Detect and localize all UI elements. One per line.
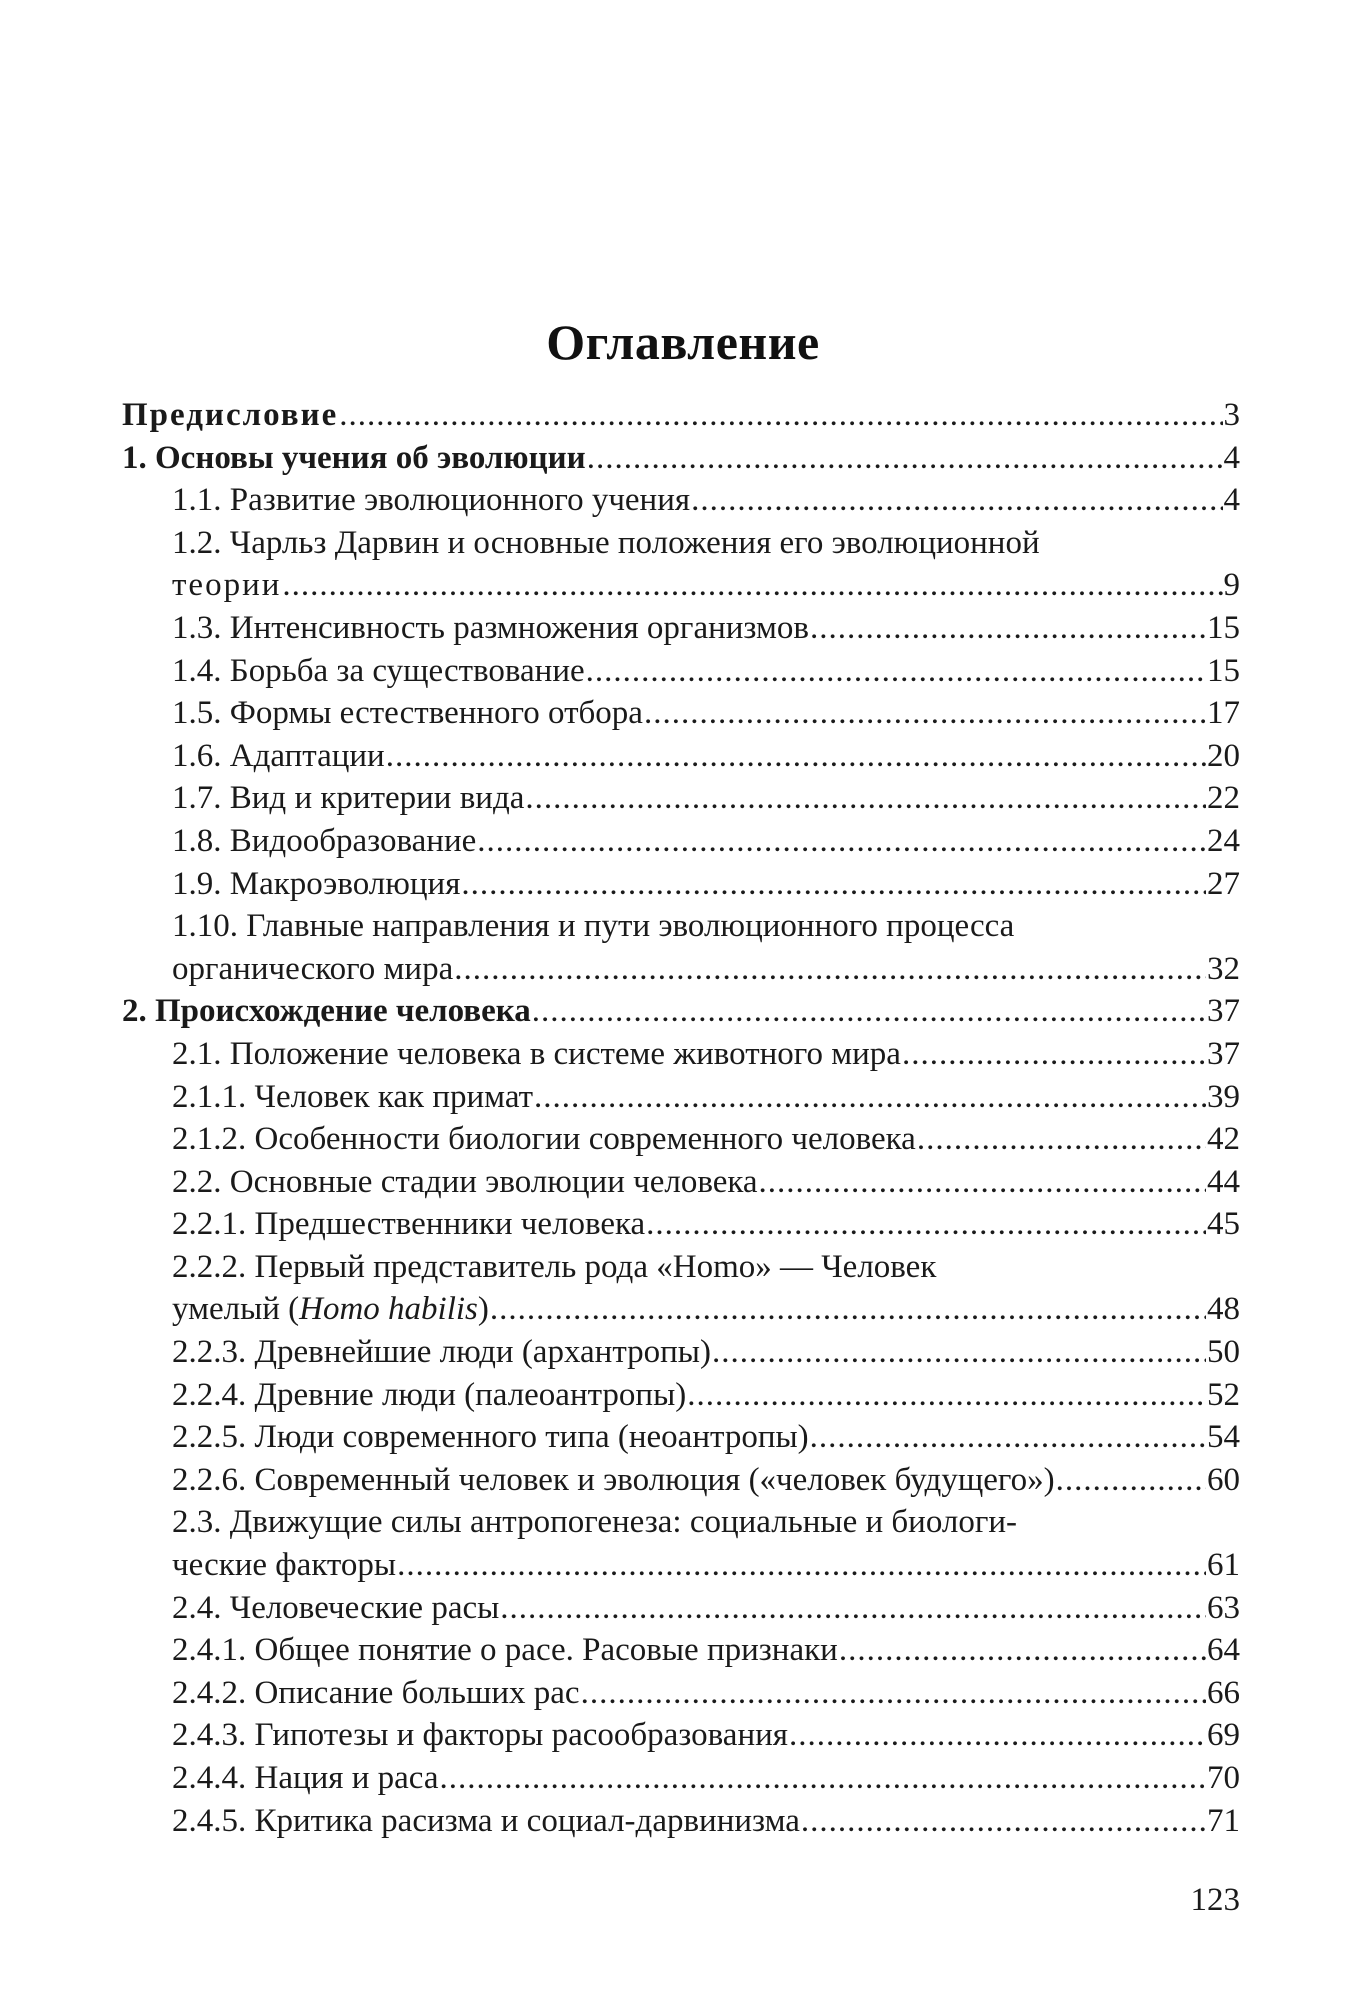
toc-entry-page: 4 (1223, 482, 1240, 519)
toc-entry-text: 2.2.3. Древнейшие люди (архантропы) (172, 1334, 711, 1371)
dot-leader (587, 437, 1223, 480)
toc-entry[interactable] (122, 394, 1240, 437)
toc-entry-page: 9 (1223, 567, 1240, 604)
dot-leader (386, 735, 1206, 778)
dot-leader (646, 1203, 1206, 1246)
dot-leader (490, 1288, 1206, 1331)
dot-leader (282, 564, 1222, 607)
dot-leader (801, 1800, 1206, 1843)
toc-entry-text: 2.1. Положение человека в системе животного мира (172, 1035, 901, 1072)
toc-entry-page: 48 (1207, 1291, 1240, 1328)
toc-entry-text: 2.4.1. Общее понятие о расе. Расовые признаки (172, 1632, 838, 1669)
toc-entry[interactable] (122, 1459, 1240, 1502)
toc-entry[interactable] (122, 735, 1240, 778)
dot-leader (810, 1416, 1206, 1459)
dot-leader (454, 948, 1206, 991)
toc-entry-text: 1.5. Формы естественного отбора (172, 695, 643, 732)
toc-entry-first-line[interactable]: 2.2.2. Первый представитель рода «Homo» — Человек (172, 1248, 937, 1285)
toc-entry-text: теории (172, 567, 282, 604)
toc-entry-text: 1.8. Видообразование (172, 822, 477, 859)
dot-leader (902, 1033, 1206, 1076)
dot-leader (500, 1587, 1206, 1630)
toc-entry-page: 32 (1207, 950, 1240, 987)
toc-entry-page: 37 (1207, 993, 1240, 1030)
dot-leader (691, 479, 1222, 522)
toc-entry[interactable] (122, 1118, 1240, 1161)
toc-entry[interactable] (122, 990, 1240, 1033)
toc-entry[interactable] (122, 1587, 1240, 1630)
toc-entry-text: 2.4. Человеческие расы (172, 1589, 500, 1626)
toc-entry-page: 70 (1207, 1760, 1240, 1796)
toc-entry-text: 2.2.1. Предшественники человека (172, 1206, 646, 1243)
toc-entry[interactable] (122, 1416, 1240, 1459)
toc-entry[interactable] (122, 948, 1240, 991)
toc-entry-text: Предисловие (122, 397, 339, 433)
toc-entry[interactable] (122, 820, 1240, 863)
toc-entry-text: 2.1.2. Особенности биологии современного человека (172, 1121, 916, 1158)
toc-entry-page: 60 (1207, 1461, 1240, 1498)
dot-leader (477, 820, 1206, 863)
dot-leader (759, 1161, 1206, 1204)
dot-leader (525, 777, 1206, 820)
toc-entry-page: 42 (1207, 1121, 1240, 1158)
toc-entry[interactable] (122, 1161, 1240, 1204)
dot-leader (532, 990, 1206, 1033)
toc-entry[interactable] (122, 437, 1240, 480)
toc-entry-text: 1.7. Вид и критерии вида (172, 780, 525, 817)
toc-entry[interactable] (122, 1757, 1240, 1800)
toc-entry-page: 54 (1207, 1419, 1240, 1456)
toc-entry-page: 50 (1207, 1334, 1240, 1371)
toc-entry-text: ческие факторы (172, 1547, 397, 1584)
toc-entry[interactable] (122, 1629, 1240, 1672)
toc-entry-page: 52 (1207, 1376, 1240, 1413)
dot-leader (839, 1629, 1206, 1672)
toc-entry-text: 2.2.4. Древние люди (палеоантропы) (172, 1376, 687, 1413)
toc-entry[interactable] (122, 692, 1240, 735)
dot-leader (644, 692, 1206, 735)
toc-entry-first-line[interactable]: 2.3. Движущие силы антропогенеза: социальные и биологи- (172, 1504, 1018, 1541)
toc-entry-first-line[interactable]: 1.2. Чарльз Дарвин и основные положения его эволюционной (172, 524, 1040, 561)
toc-entry[interactable] (122, 1714, 1240, 1757)
toc-entry-page: 22 (1207, 780, 1240, 817)
toc-entry[interactable] (122, 564, 1240, 607)
toc-entry-page: 20 (1207, 737, 1240, 774)
toc-entry[interactable] (122, 1033, 1240, 1076)
dot-leader (339, 394, 1222, 437)
toc-entry-text: органического мира (172, 950, 454, 987)
toc-entry-text: 1.3. Интенсивность размножения организмов (172, 609, 809, 646)
toc-entry-page: 37 (1207, 1035, 1240, 1072)
dot-leader (810, 607, 1206, 650)
dot-leader (1056, 1459, 1206, 1502)
toc-entry-text: 1.1. Развитие эволюционного учения (172, 482, 691, 519)
toc-entry-text: 1.9. Макроэволюция (172, 865, 461, 902)
toc-entry[interactable] (122, 1076, 1240, 1119)
toc-entry-text: 2.2. Основные стадии эволюции человека (172, 1163, 758, 1200)
toc-entry-page: 3 (1223, 397, 1240, 433)
toc-entry-page: 4 (1223, 439, 1240, 476)
toc-entry[interactable] (122, 479, 1240, 522)
toc-entry-italic: Homo habilis (299, 1291, 478, 1328)
dot-leader (917, 1118, 1206, 1161)
toc-entry-text: 2.4.3. Гипотезы и факторы расообразования (172, 1717, 788, 1754)
toc-entry-text: 1.6. Адаптации (172, 737, 385, 774)
toc-entry-page: 64 (1207, 1632, 1240, 1669)
toc-entry[interactable] (122, 1288, 1240, 1331)
toc-entry-text: 2.4.4. Нация и раса (172, 1760, 439, 1796)
toc-entry-text: 2.2.6. Современный человек и эволюция («человек будущего») (172, 1461, 1055, 1498)
dot-leader (461, 863, 1206, 906)
toc-entry-page: 15 (1207, 652, 1240, 689)
dot-leader (397, 1544, 1206, 1587)
toc-entry-page: 39 (1207, 1078, 1240, 1115)
toc-entry-text: 2.2.5. Люди современного типа (неоантропы) (172, 1419, 809, 1456)
dot-leader (534, 1076, 1206, 1119)
dot-leader (712, 1331, 1206, 1374)
toc-entry[interactable] (122, 607, 1240, 650)
toc-entry-page: 45 (1207, 1206, 1240, 1243)
toc-entry-page: 44 (1207, 1163, 1240, 1200)
toc-entry-text: 2.4.2. Описание больших рас (172, 1674, 580, 1711)
toc-entry-page: 63 (1207, 1589, 1240, 1626)
toc-entry[interactable] (122, 1544, 1240, 1587)
toc-entry[interactable] (122, 1374, 1240, 1417)
dot-leader (586, 650, 1206, 693)
toc-entry-page: 66 (1207, 1674, 1240, 1711)
dot-leader (439, 1757, 1206, 1800)
toc-entry-page: 24 (1207, 822, 1240, 859)
toc-entry-text: 1. Основы учения об эволюции (122, 439, 586, 476)
page-title: Оглавление (546, 314, 820, 370)
dot-leader (581, 1672, 1206, 1715)
toc-entry[interactable] (122, 1672, 1240, 1715)
toc-entry-page: 61 (1207, 1547, 1240, 1584)
toc-entry[interactable] (122, 1800, 1240, 1843)
toc-entry-first-line[interactable]: 1.10. Главные направления и пути эволюционного процесса (172, 908, 1015, 945)
dot-leader (789, 1714, 1206, 1757)
toc-entry-page: 17 (1207, 695, 1240, 732)
toc-entry-text: 1.4. Борьба за существование (172, 652, 585, 689)
toc-entry-page: 69 (1207, 1717, 1240, 1754)
toc-entry-text: 2. Происхождение человека (122, 993, 531, 1030)
toc-entry[interactable] (122, 1203, 1240, 1246)
toc-entry-text: умелый (Homo habilis) (172, 1291, 489, 1328)
toc-entry[interactable] (122, 650, 1240, 693)
toc-entry-page: 71 (1207, 1802, 1240, 1839)
table-of-contents (122, 394, 1240, 1842)
toc-entry-page: 27 (1207, 865, 1240, 902)
toc-entry[interactable] (122, 1331, 1240, 1374)
toc-entry-text: 2.1.1. Человек как примат (172, 1078, 534, 1115)
dot-leader (687, 1374, 1206, 1417)
page-number: 123 (1190, 1882, 1240, 1918)
toc-entry-text: 2.4.5. Критика расизма и социал-дарвинизма (172, 1802, 800, 1839)
toc-entry[interactable] (122, 777, 1240, 820)
toc-entry-page: 15 (1207, 609, 1240, 646)
toc-entry[interactable] (122, 863, 1240, 906)
